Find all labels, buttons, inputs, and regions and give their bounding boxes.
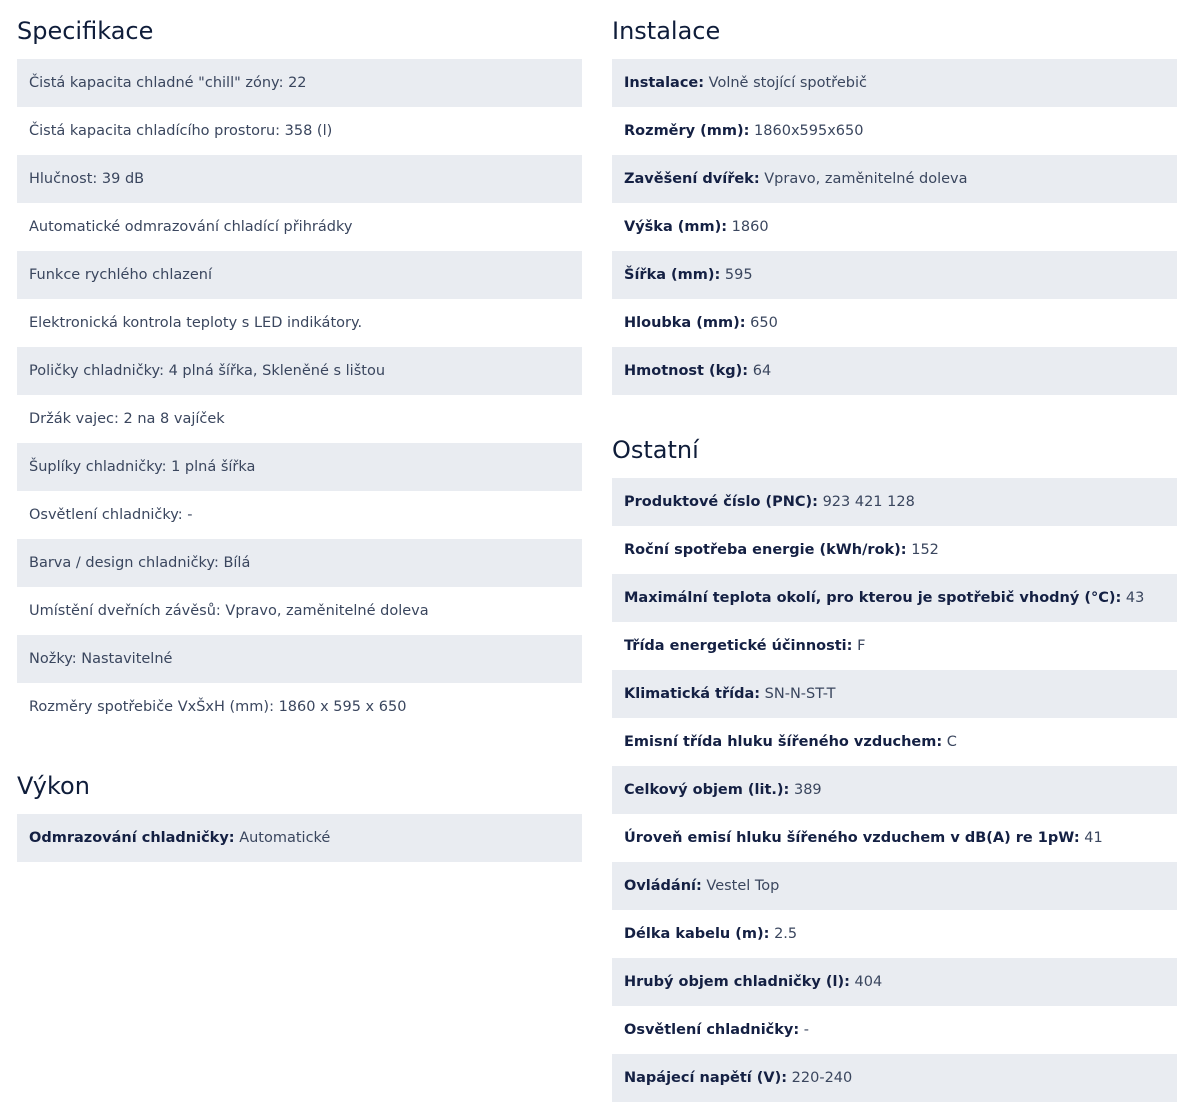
ostatni-row: [612, 574, 1177, 622]
right-column: [612, 0, 1177, 1102]
section-title-ostatni: Ostatní: [612, 436, 699, 464]
spec-row: Hlučnost: 39 dB: [17, 155, 582, 203]
row-label: Šířka (mm):: [624, 267, 721, 283]
row-label: Roční spotřeba energie (kWh/rok):: [624, 542, 907, 558]
ostatni-row: [612, 1054, 1177, 1102]
ostatni-row: [612, 478, 1177, 526]
row-label: Klimatická třída:: [624, 686, 761, 702]
specifikace-list: [17, 59, 582, 731]
row-label: Hmotnost (kg):: [624, 363, 749, 379]
spec-row: Barva / design chladničky: Bílá: [17, 539, 582, 587]
row-value: 404: [854, 974, 883, 990]
instalace-row: [612, 347, 1177, 395]
row-value: 152: [911, 542, 939, 558]
row-value: Automatické: [239, 830, 331, 846]
instalace-row: [612, 107, 1177, 155]
row-label: Zavěšení dvířek:: [624, 171, 760, 187]
row-label: Emisní třída hluku šířeného vzduchem:: [624, 734, 943, 750]
row-label: Výška (mm):: [624, 219, 728, 235]
spec-row: Držák vajec: 2 na 8 vajíček: [17, 395, 582, 443]
spec-row: Čistá kapacita chladné "chill" zóny: 22: [17, 59, 582, 107]
left-column: [17, 0, 582, 862]
row-label: Třída energetické účinnosti:: [624, 638, 853, 654]
row-value: Vestel Top: [706, 878, 780, 894]
row-label: Hrubý objem chladničky (l):: [624, 974, 850, 990]
ostatni-row: [612, 622, 1177, 670]
row-value: F: [857, 638, 866, 654]
instalace-row: [612, 203, 1177, 251]
instalace-row: [612, 299, 1177, 347]
row-label: Rozměry (mm):: [624, 123, 750, 139]
row-label: Ovládání:: [624, 878, 702, 894]
spec-row: Automatické odmrazování chladící přihrádky: [17, 203, 582, 251]
row-label: Osvětlení chladničky:: [624, 1022, 800, 1038]
section-title-vykon: Výkon: [17, 772, 90, 800]
spec-row: Nožky: Nastavitelné: [17, 635, 582, 683]
row-label: Instalace:: [624, 75, 705, 91]
row-value: 595: [724, 267, 753, 283]
row-label: Maximální teplota okolí, pro kterou je spotřebič vhodný (°C):: [624, 590, 1122, 606]
ostatni-list: [612, 478, 1177, 1102]
row-value: 1860: [731, 219, 769, 235]
ostatni-row: [612, 958, 1177, 1006]
section-title-specifikace: Specifikace: [17, 17, 154, 45]
ostatni-row: [612, 670, 1177, 718]
ostatni-row: [612, 766, 1177, 814]
spec-row: Čistá kapacita chladícího prostoru: 358 (l): [17, 107, 582, 155]
ostatni-row: [612, 814, 1177, 862]
vykon-row: [17, 814, 582, 862]
spec-row: Funkce rychlého chlazení: [17, 251, 582, 299]
section-title-instalace: Instalace: [612, 17, 721, 45]
spec-row: Rozměry spotřebiče VxŠxH (mm): 1860 x 595 x 650: [17, 683, 582, 731]
row-label: Délka kabelu (m):: [624, 926, 770, 942]
spec-row: Šuplíky chladničky: 1 plná šířka: [17, 443, 582, 491]
row-value: 650: [750, 315, 778, 331]
vykon-list: [17, 814, 582, 862]
row-value: 923 421 128: [822, 494, 915, 510]
spec-row: Umístění dveřních závěsů: Vpravo, zaměnitelné doleva: [17, 587, 582, 635]
row-value: -: [803, 1022, 809, 1038]
instalace-row: [612, 59, 1177, 107]
row-value: 43: [1125, 590, 1145, 606]
spec-row: Poličky chladničky: 4 plná šířka, Skleněné s lištou: [17, 347, 582, 395]
ostatni-row: [612, 718, 1177, 766]
ostatni-row: [612, 526, 1177, 574]
ostatni-row: [612, 862, 1177, 910]
instalace-row: [612, 251, 1177, 299]
row-value: 220-240: [791, 1070, 853, 1086]
row-value: 41: [1084, 830, 1103, 846]
row-label: Produktové číslo (PNC):: [624, 494, 818, 510]
instalace-list: [612, 59, 1177, 395]
spec-row: Elektronická kontrola teploty s LED indikátory.: [17, 299, 582, 347]
row-label: Celkový objem (lit.):: [624, 782, 790, 798]
spec-row: Osvětlení chladničky: -: [17, 491, 582, 539]
instalace-row: [612, 155, 1177, 203]
row-value: 389: [793, 782, 822, 798]
row-label: Hloubka (mm):: [624, 315, 746, 331]
row-value: 2.5: [774, 926, 798, 942]
ostatni-row: [612, 910, 1177, 958]
ostatni-row: [612, 1006, 1177, 1054]
row-value: Volně stojící spotřebič: [708, 75, 867, 91]
row-value: Vpravo, zaměnitelné doleva: [764, 171, 968, 187]
row-value: 64: [752, 363, 772, 379]
row-value: 1860x595x650: [754, 123, 864, 139]
row-label: Napájecí napětí (V):: [624, 1070, 788, 1086]
row-value: C: [946, 734, 957, 750]
row-label: Odmrazování chladničky:: [29, 830, 235, 846]
row-value: SN-N-ST-T: [764, 686, 836, 702]
row-label: Úroveň emisí hluku šířeného vzduchem v dB(A) re 1pW:: [624, 830, 1080, 846]
